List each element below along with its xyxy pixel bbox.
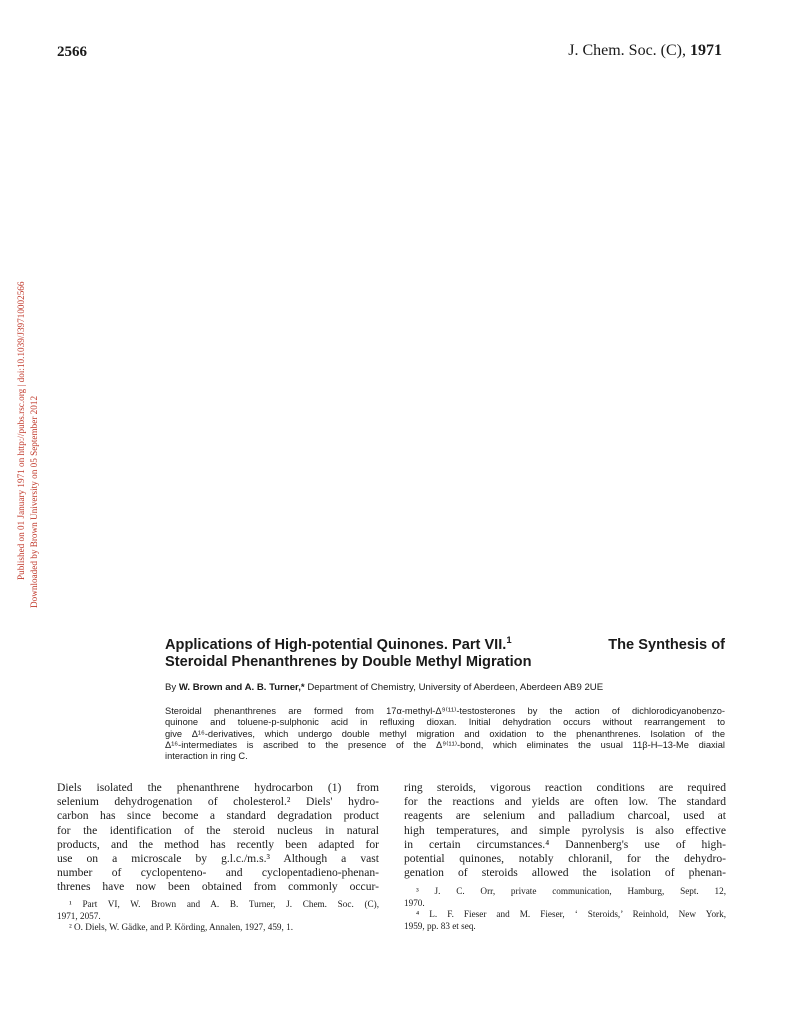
body-line: in certain circumstances.⁴ Dannenberg's use of high- <box>404 837 726 851</box>
footnote-4-cont: 1959, pp. 83 et seq. <box>404 920 476 931</box>
published-notice[interactable]: Published on 01 January 1971 on http://pubs.rsc.org | doi:10.1039/J39710002566 <box>16 281 26 580</box>
author-affiliation: Department of Chemistry, University of Aberdeen, Aberdeen AB9 2UE <box>307 682 604 693</box>
article-title <box>165 637 725 671</box>
body-column-right <box>404 781 726 880</box>
body-line: selenium dehydrogenation of cholesterol.² Diels' hydro- <box>57 795 379 809</box>
title-footnote-ref: 1 <box>506 635 512 647</box>
title-part-2: The Synthesis of <box>608 637 725 653</box>
abstract <box>165 706 725 762</box>
title-part-1: Applications of High-potential Quinones. Part VII.$^1$ <box>165 635 512 653</box>
body-line: carbon has since become a standard degradation product <box>57 809 379 823</box>
title-line-1 <box>165 637 725 654</box>
abstract-line: give Δ¹⁶-derivatives, which undergo double methyl migration and oxidation to the phenanthrenes. Isolation of the <box>165 728 725 739</box>
body-line: ring steroids, vigorous reaction conditions are required <box>404 781 726 794</box>
journal-name: J. Chem. Soc. (C), <box>568 42 686 59</box>
footnote-1-cont: 1971, 2057. <box>57 910 101 921</box>
page-number: 2566 <box>57 44 87 60</box>
body-line: for the identification of the steroid nucleus in natural <box>57 823 379 837</box>
abstract-line: Steroidal phenanthrenes are formed from 17α-methyl-Δ⁹⁽¹¹⁾-testosterones by the action of dichlorodicyanobenzo- <box>165 706 725 716</box>
body-line: number of cyclopenteno- and cyclopentadieno-phenan- <box>57 866 379 880</box>
journal-year: 1971 <box>690 42 722 59</box>
body-column-left <box>57 781 379 895</box>
download-notice <box>10 262 39 612</box>
downloaded-notice: Downloaded by Brown University on 05 September 2012 <box>29 395 39 608</box>
body-line: use on a microscale by g.l.c./m.s.³ Although a vast <box>57 852 379 866</box>
abstract-line: Δ¹⁶-intermediates is ascribed to the presence of the Δ⁹⁽¹¹⁾-bond, which eliminates the usual 11β-H–13-Me diaxial <box>165 739 725 750</box>
body-line: potential quinones, notably chloranil, for the dehydro- <box>404 852 726 866</box>
abstract-line: quinone and toluene-p-sulphonic acid in refluxing dioxan. Initial dehydration occurs without rearrangement to <box>165 717 725 728</box>
body-line: products, and the method has recently been adapted for <box>57 837 379 851</box>
title-line-2: Steroidal Phenanthrenes by Double Methyl Migration <box>165 654 532 670</box>
byline-prefix: By <box>165 682 177 693</box>
body-line: threnes have now been obtained from commonly occur- <box>57 880 379 894</box>
footnote-4: ⁴ L. F. Fieser and M. Fieser, ‘ Steroids,’ Reinhold, New York, <box>416 909 726 920</box>
body-line: Diels isolated the phenanthrene hydrocarbon (1) from <box>57 781 379 794</box>
footnote-3-cont: 1970. <box>404 897 425 908</box>
author-names: W. Brown and A. B. Turner,* <box>178 682 305 693</box>
body-line: high temperatures, and simple pyrolysis is also effective <box>404 823 726 837</box>
abstract-line: interaction in ring C. <box>165 751 248 762</box>
footnote-2: ² O. Diels, W. Gädke, and P. Körding, Annalen, 1927, 459, 1. <box>69 922 294 933</box>
body-line: reagents are selenium and palladium charcoal, used at <box>404 809 726 823</box>
body-line: genation of steroids allowed the isolation of phenan- <box>404 866 726 880</box>
byline <box>165 682 603 693</box>
footnote-3: ³ J. C. Orr, private communication, Hamburg, Sept. 12, <box>416 886 726 896</box>
footnotes-left <box>57 899 379 934</box>
journal-citation <box>568 42 722 60</box>
footnotes-right <box>404 886 726 932</box>
footnote-1: ¹ Part VI, W. Brown and A. B. Turner, J. Chem. Soc. (C), <box>69 899 379 909</box>
body-line: for the reactions and yields are often low. The standard <box>404 795 726 809</box>
